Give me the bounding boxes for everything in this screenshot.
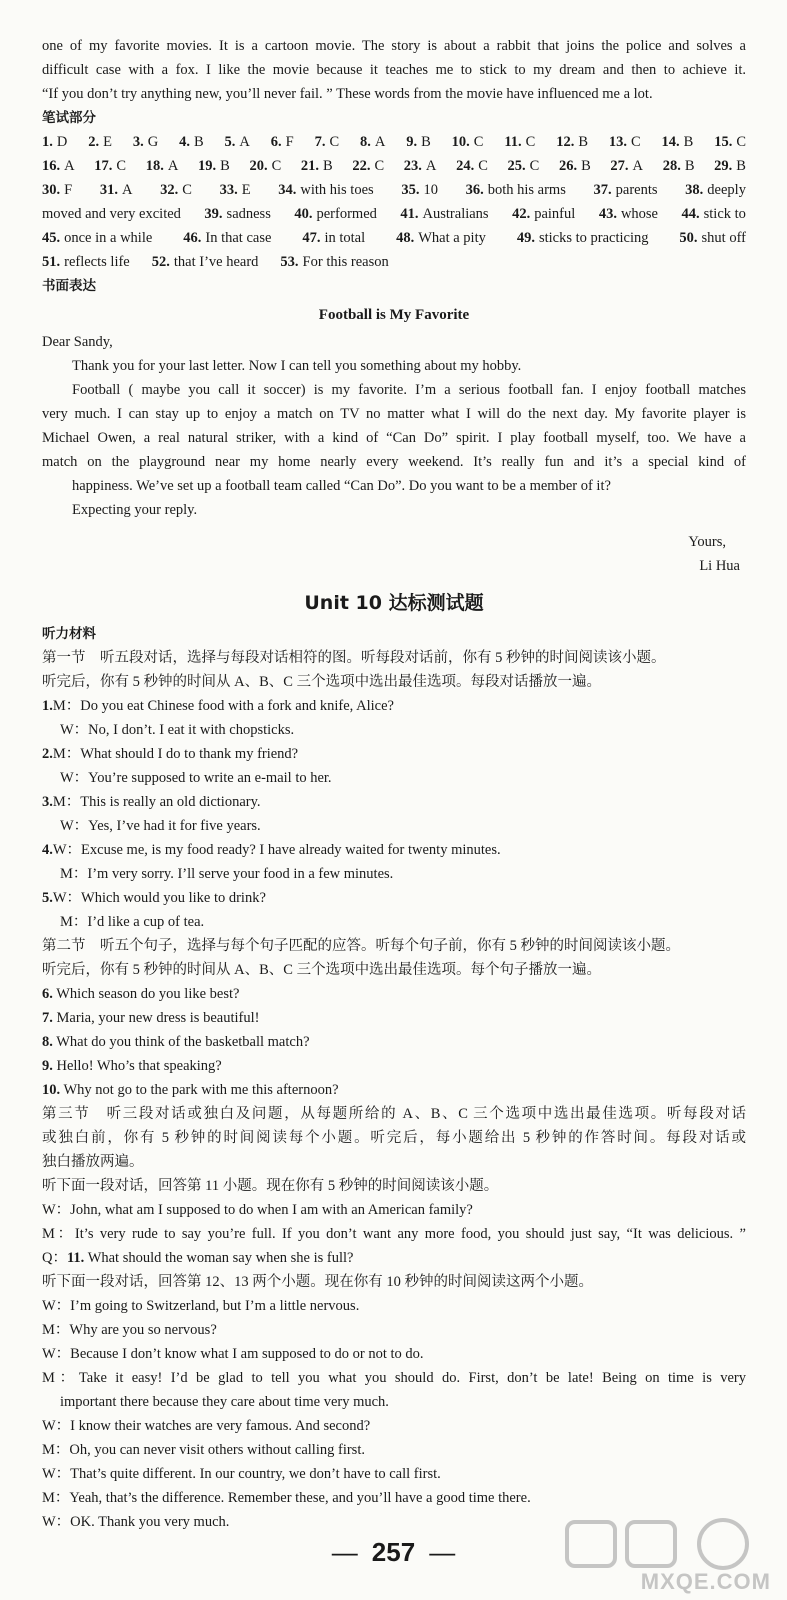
answer-text: C: [271, 158, 282, 174]
answer-number: 6.: [270, 134, 282, 150]
answer-number: 33.: [219, 182, 238, 198]
answer-number: 20.: [249, 158, 268, 174]
answer-text: in total: [324, 230, 366, 246]
answer-item: [225, 130, 250, 154]
dialog-line: [42, 694, 746, 718]
dialog-line: M：Why are you so nervous?: [42, 1322, 217, 1338]
answer-number: 2.: [88, 134, 100, 150]
intro-line: difficult case with a fox. I like the movie because it teaches me to stick to my dream and then to achieve it.: [42, 62, 746, 78]
answer-text: A: [632, 158, 644, 174]
answer-text: deeply: [707, 182, 746, 198]
intro-line: one of my favorite movies. It is a cartoon movie. The story is about a rabbit that joins the police and solves a: [42, 38, 746, 54]
dialog-11: [42, 1198, 746, 1246]
answer-item: [220, 178, 251, 202]
answer-number: 40.: [294, 206, 313, 222]
dialog-line: [42, 742, 746, 766]
answer-number: 36.: [465, 182, 484, 198]
answer-text: B: [323, 158, 333, 174]
sentence-line: [42, 1006, 746, 1030]
answer-number: 3.: [132, 134, 144, 150]
page-number-value: 257: [371, 1537, 416, 1567]
answer-item: [452, 130, 484, 154]
sentence-text: What do you think of the basketball match?: [52, 1034, 310, 1050]
answer-text: that I’ve heard: [173, 254, 259, 270]
answer-text: A: [64, 158, 75, 174]
answer-row: [42, 178, 746, 202]
answer-text: painful: [534, 206, 576, 222]
answer-number: 25.: [507, 158, 526, 174]
answer-text: C: [736, 134, 746, 150]
question-number: 11.: [66, 1250, 85, 1266]
answer-number: 45.: [42, 230, 61, 246]
answer-text: reflects life: [64, 254, 130, 270]
answer-text: B: [220, 158, 230, 174]
instruction-line: 或独白前，你有 5 秒钟的时间阅读每个小题。听完后，每小题给出 5 秒钟的作答时间。每段对话或: [42, 1130, 746, 1146]
answer-text: B: [578, 134, 588, 150]
answer-number: 35.: [401, 182, 420, 198]
answer-number: 15.: [714, 134, 733, 150]
answer-number: 13.: [608, 134, 627, 150]
answer-number: 28.: [662, 158, 681, 174]
answer-text: shut off: [701, 230, 746, 246]
answer-text: parents: [615, 182, 658, 198]
answer-item: [94, 154, 126, 178]
instruction-line: 独白播放两遍。: [42, 1154, 144, 1170]
dialog-line: W：OK. Thank you very much.: [42, 1514, 230, 1530]
answer-item: [610, 154, 643, 178]
dialog-text: W：Which would you like to drink?: [52, 890, 266, 906]
answer-item: [271, 130, 294, 154]
part3-instructions: [42, 1102, 746, 1174]
answer-number: 51.: [42, 254, 61, 270]
answer-number: 10.: [451, 134, 470, 150]
sentence-line: [42, 982, 746, 1006]
sentence-text: Maria, your new dress is beautiful!: [52, 1010, 260, 1026]
answer-number: 41.: [400, 206, 419, 222]
answer-text: C: [473, 134, 484, 150]
answer-number: 43.: [598, 206, 617, 222]
essay-closing: Yours,: [688, 534, 726, 550]
answer-item: [146, 154, 179, 178]
answer-number: 49.: [516, 230, 535, 246]
essay-line: match on the playground near my home nearly every weekend. It’s really fun and it’s a special kind of: [42, 454, 746, 470]
dialog-text: M：Do you eat Chinese food with a fork and knife, Alice?: [52, 698, 394, 714]
answer-item: [183, 226, 271, 250]
answer-text: both his arms: [487, 182, 566, 198]
answer-item: [556, 130, 588, 154]
part2-instructions: [42, 934, 746, 982]
answer-item: [301, 154, 333, 178]
dialog-line: M：I’d like a cup of tea.: [60, 914, 205, 930]
part1-dialogs: [42, 694, 746, 934]
answer-row: [42, 130, 746, 154]
essay-greeting: Dear Sandy,: [42, 334, 113, 350]
question-number: 6.: [42, 986, 53, 1002]
dialog-line: W：John, what am I supposed to do when I am with an American family?: [42, 1202, 473, 1218]
answer-number: 1.: [42, 134, 53, 150]
question-number: 7.: [42, 1010, 53, 1026]
answer-number: 4.: [179, 134, 190, 150]
answer-number: 22.: [352, 158, 371, 174]
answer-number: 42.: [512, 206, 531, 222]
answer-item: [685, 178, 746, 202]
answer-item: [404, 154, 437, 178]
dialog-text: W：Excuse me, is my food ready? I have already waited for twenty minutes.: [52, 842, 501, 858]
dialog-12-13-rest: [42, 1414, 746, 1534]
answer-item: [594, 178, 658, 202]
essay-paragraph-2: [42, 378, 746, 474]
page-content: [42, 34, 746, 1534]
answer-text: whose: [620, 206, 658, 222]
answer-number: 16.: [42, 158, 61, 174]
answer-item: [42, 202, 181, 226]
answer-item: [152, 250, 259, 274]
dialog-text: M：What should I do to thank my friend?: [52, 746, 299, 762]
instruction-line: 听完后，你有 5 秒钟的时间从 A、B、C 三个选项中选出最佳选项。每段对话播放一遍。: [42, 674, 602, 690]
instruction-12-13: 听下面一段对话，回答第 12、13 两个小题。现在你有 10 秒钟的时间阅读这两个小题。: [42, 1274, 593, 1290]
watermark-text: MXQE.COM: [640, 1569, 771, 1594]
answer-number: 34.: [278, 182, 297, 198]
instruction-line: 第二节 听五个句子，选择与每个句子匹配的应答。听每个句子前，你有 5 秒钟的时间阅读该小题。: [42, 938, 680, 954]
answer-item: [406, 130, 431, 154]
answer-number: 18.: [145, 158, 164, 174]
answer-number: 38.: [685, 182, 704, 198]
answer-text: moved and very excited: [42, 206, 181, 222]
answer-text: C: [116, 158, 127, 174]
essay-title: Football is My Favorite: [318, 307, 470, 323]
answer-number: 27.: [610, 158, 629, 174]
answer-item: [662, 130, 694, 154]
answer-number: 9.: [406, 134, 418, 150]
question-text: What should the woman say when she is full?: [87, 1250, 354, 1266]
answer-item: [352, 154, 384, 178]
answer-item: [517, 226, 649, 250]
watermark-logo: [547, 1518, 777, 1598]
answer-text: performed: [316, 206, 377, 222]
answer-item: [179, 130, 204, 154]
answer-text: E: [103, 134, 112, 150]
answer-text: B: [683, 134, 694, 150]
question-number: 1.: [42, 698, 53, 714]
answer-row: [42, 154, 746, 178]
answer-row: [42, 250, 746, 274]
answer-number: 19.: [197, 158, 217, 174]
answer-item: [714, 130, 746, 154]
answer-item: [42, 154, 75, 178]
answer-number: 50.: [679, 230, 698, 246]
answer-item: [682, 202, 746, 226]
answer-item: [559, 154, 591, 178]
answer-number: 17.: [94, 158, 113, 174]
answer-text: F: [64, 182, 73, 198]
answer-item: [714, 154, 746, 178]
answer-item: [302, 226, 365, 250]
answer-item: [42, 178, 72, 202]
intro-line: “If you don’t try anything new, you’ll never fail. ” These words from the movie have influenced me a lot.: [42, 86, 653, 102]
answer-number: 46.: [183, 230, 202, 246]
answer-text: In that case: [205, 230, 272, 246]
answer-item: [133, 130, 158, 154]
answer-item: [315, 130, 340, 154]
part1-instructions: [42, 646, 746, 694]
answer-number: 48.: [396, 230, 415, 246]
answer-item: [679, 226, 746, 250]
answer-text: with his toes: [300, 182, 374, 198]
answer-item: [504, 130, 535, 154]
dialog-line: W：Yes, I’ve had it for five years.: [60, 818, 261, 834]
dialog-line: W：No, I don’t. I eat it with chopsticks.: [60, 722, 295, 738]
question-number: 5.: [42, 890, 53, 906]
essay-signature: Li Hua: [699, 558, 740, 574]
listening-heading: 听力材料: [42, 626, 96, 642]
answer-item: [88, 130, 112, 154]
answer-number: 31.: [99, 182, 118, 198]
answer-item: [396, 226, 486, 250]
question-number: 9.: [42, 1058, 53, 1074]
intro-paragraph: [42, 34, 746, 106]
answer-text: E: [241, 182, 251, 198]
sentence-line: [42, 1054, 746, 1078]
dialog-line: [42, 886, 746, 910]
dialog-line: M：It’s very rude to say you’re full. If you don’t want any more food, you should just say, “It was delicious. ”: [42, 1226, 746, 1242]
dialog-line: W：Because I don’t know what I am supposed to do or not to do.: [42, 1346, 424, 1362]
answer-text: 10: [423, 182, 438, 198]
answer-item: [204, 202, 270, 226]
answer-number: 53.: [280, 254, 299, 270]
dialog-line: M：Take it easy! I’d be glad to tell you what you should do. First, don’t be late! Being on time is very: [42, 1370, 746, 1386]
dialog-line: M：Yeah, that’s the difference. Remember these, and you’ll have a good time there.: [42, 1490, 531, 1506]
sentence-line: [42, 1030, 746, 1054]
answer-number: 12.: [556, 134, 575, 150]
answer-text: stick to: [703, 206, 746, 222]
dialog-line: M：Oh, you can never visit others without calling first.: [42, 1442, 365, 1458]
essay-paragraph-2-last: happiness. We’ve set up a football team called “Can Do”. Do you want to be a member of it?: [72, 478, 611, 494]
answer-number: 8.: [359, 134, 371, 150]
answer-text: For this reason: [302, 254, 389, 270]
answer-item: [160, 178, 192, 202]
dialog-text: M：This is really an old dictionary.: [52, 794, 261, 810]
answer-item: [294, 202, 377, 226]
answer-item: [466, 178, 566, 202]
dialog-line: M：I’m very sorry. I’ll serve your food in a few minutes.: [60, 866, 394, 882]
dialog-line: W：I know their watches are very famous. And second?: [42, 1418, 371, 1434]
answer-text: A: [374, 134, 386, 150]
question-number: 2.: [42, 746, 53, 762]
dialog-line: W：You’re supposed to write an e-mail to her.: [60, 770, 332, 786]
answer-item: [278, 178, 373, 202]
answer-number: 23.: [403, 158, 422, 174]
answer-item: [663, 154, 695, 178]
answer-text: G: [147, 134, 159, 150]
dialog-line: W：I’m going to Switzerland, but I’m a little nervous.: [42, 1298, 360, 1314]
answer-text: B: [193, 134, 204, 150]
answer-text: sticks to practicing: [538, 230, 649, 246]
unit-title: Unit 10 达标测试题: [304, 592, 484, 614]
answer-text: C: [525, 134, 536, 150]
answer-item: [401, 178, 438, 202]
answer-text: B: [736, 158, 746, 174]
answer-item: [360, 130, 385, 154]
answer-text: C: [182, 182, 192, 198]
answer-text: C: [478, 158, 488, 174]
answer-item: [100, 178, 133, 202]
answer-text: B: [581, 158, 591, 174]
dialog-line: W：That’s quite different. In our country, we don’t have to call first.: [42, 1466, 441, 1482]
answer-text: B: [421, 134, 431, 150]
answer-item: [609, 130, 641, 154]
answer-number: 37.: [593, 182, 612, 198]
essay-paragraph-3: Expecting your reply.: [72, 502, 198, 518]
answer-item: [508, 154, 540, 178]
section-written-heading: 笔试部分: [42, 110, 96, 126]
dialog-line: [42, 838, 746, 862]
answer-item: [42, 226, 152, 250]
answer-text: C: [374, 158, 385, 174]
essay-line: Michael Owen, a real natural striker, with a kind of “Can Do” spirit. I play football myself, too. We have a: [42, 430, 746, 446]
answer-item: [198, 154, 230, 178]
answer-text: B: [684, 158, 695, 174]
dialog-line: [42, 790, 746, 814]
essay-line: Football ( maybe you call it soccer) is my favorite. I’m a serious football fan. I enjoy football matches: [72, 382, 746, 398]
answer-item: [42, 130, 67, 154]
sentence-line: [42, 1078, 746, 1102]
sentence-text: Hello! Who’s that speaking?: [52, 1058, 222, 1074]
answer-text: Australians: [422, 206, 489, 222]
answer-number: 5.: [224, 134, 236, 150]
sentence-text: Why not go to the park with me this afternoon?: [60, 1082, 339, 1098]
question-number: 3.: [42, 794, 53, 810]
answer-text: C: [630, 134, 641, 150]
answer-item: [599, 202, 658, 226]
answer-number: 39.: [204, 206, 223, 222]
answer-number: 29.: [714, 158, 733, 174]
answer-text: A: [425, 158, 437, 174]
dialog-12-13: [42, 1294, 746, 1366]
sentence-text: Which season do you like best?: [52, 986, 240, 1002]
answer-number: 30.: [42, 182, 61, 198]
part2-sentences: [42, 982, 746, 1102]
question-prefix: Q：: [42, 1250, 67, 1266]
question-11: [42, 1246, 746, 1270]
answer-number: 11.: [504, 134, 522, 150]
section-writing-heading: 书面表达: [42, 278, 96, 294]
answer-text: once in a while: [64, 230, 153, 246]
question-number: 10.: [42, 1082, 61, 1098]
question-number: 4.: [42, 842, 53, 858]
answer-number: 26.: [558, 158, 578, 174]
answer-text: C: [329, 134, 340, 150]
answer-text: sadness: [226, 206, 271, 222]
essay-paragraph-1: Thank you for your last letter. Now I can tell you something about my hobby.: [72, 358, 522, 374]
answer-text: D: [56, 134, 68, 150]
answer-number: 32.: [160, 182, 179, 198]
answer-number: 7.: [314, 134, 326, 150]
answer-item: [456, 154, 488, 178]
page-number: — 257 —: [331, 1537, 456, 1567]
answer-item: [400, 202, 488, 226]
answer-text: A: [167, 158, 179, 174]
answer-number: 21.: [300, 158, 320, 174]
instruction-line: 听完后，你有 5 秒钟的时间从 A、B、C 三个选项中选出最佳选项。每个句子播放一遍。: [42, 962, 602, 978]
answer-text: C: [529, 158, 540, 174]
answer-text: F: [285, 134, 294, 150]
answer-item: [280, 250, 388, 274]
answer-number: 14.: [661, 134, 680, 150]
answer-row: [42, 226, 746, 250]
essay-line: very much. I can stay up to enjoy a match on TV no matter what I will do the next day. My favorite player is: [42, 406, 746, 422]
answer-item: [42, 250, 130, 274]
answer-number: 44.: [681, 206, 700, 222]
instruction-line: 第一节 听五段对话，选择与每段对话相符的图。听每段对话前，你有 5 秒钟的时间阅读该小题。: [42, 650, 666, 666]
answer-item: [249, 154, 281, 178]
dialog-line-continued: important there because they care about time very much.: [60, 1394, 389, 1410]
answer-row: [42, 202, 746, 226]
instruction-11: 听下面一段对话，回答第 11 小题。现在你有 5 秒钟的时间阅读该小题。: [42, 1178, 499, 1194]
answer-text: A: [121, 182, 133, 198]
question-number: 8.: [42, 1034, 53, 1050]
answer-number: 47.: [302, 230, 321, 246]
answer-number: 24.: [456, 158, 475, 174]
answer-number: 52.: [151, 254, 170, 270]
answer-item: [512, 202, 575, 226]
answer-text: What a pity: [418, 230, 486, 246]
answer-text: A: [239, 134, 250, 150]
instruction-line: 第三节 听三段对话或独白及问题，从每题所给的 A、B、C 三个选项中选出最佳选项。听每段对话: [42, 1106, 746, 1122]
